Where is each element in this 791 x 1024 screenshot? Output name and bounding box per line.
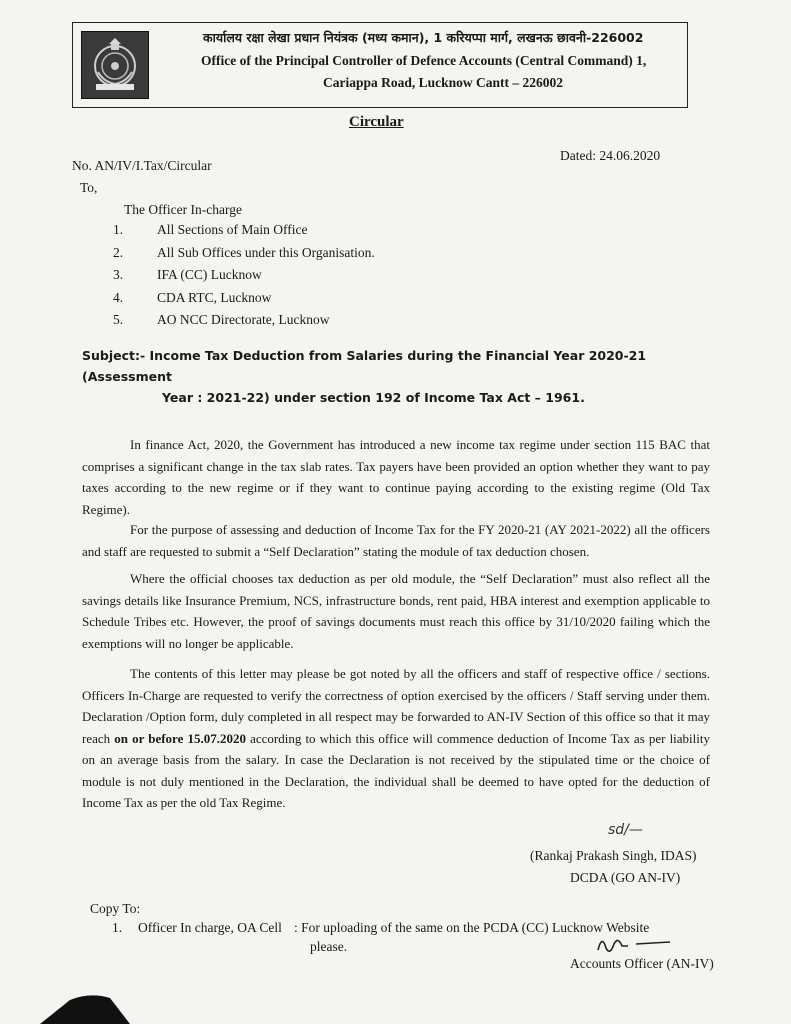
office-name-english: Office of the Principal Controller of Defence Accounts (Central Command) 1, [201, 53, 647, 68]
list-item: 4. CDA RTC, Lucknow [113, 289, 272, 305]
handwritten-signature [592, 930, 682, 958]
signatory-designation: DCDA (GO AN-IV) [570, 870, 681, 885]
addressee: The Officer In-charge [124, 202, 242, 217]
department-emblem-icon [81, 31, 149, 99]
addressee-label: To, [80, 180, 98, 195]
date: Dated: 24.06.2020 [560, 148, 661, 163]
subject-line-1: Subject:- Income Tax Deduction from Salaries during the Financial Year 2020-21 (Assessment [82, 348, 647, 384]
copy-to-item: 1. Officer In charge, OA Cell : For uploading of the same on the PCDA (CC) Lucknow Website [112, 920, 650, 935]
subject [82, 345, 722, 408]
paragraph-4: The contents of this letter may please be got noted by all the officers and staff of respective office / sections. Officers In-Charge are requested to verify the correctness of option exercised by the officers / Staff serving under them. Declaration /Option form, duly completed in all respect may be forwarded to AN-IV Section of this office so that it may reach on or before 15.07.2020 according to which this office will commence deduction of Income Tax as per liability on an average basis from the salary. In case the Declaration is not received by the stipulated time or the choice of module is not duly mentioned in the Declaration, the individual shall be deemed to have opted for the deduction of Income Tax as per the old Tax Regime. [82, 666, 711, 810]
office-address: Cariappa Road, Lucknow Cantt – 226002 [323, 75, 564, 90]
paragraph-2: For the purpose of assessing and deduction of Income Tax for the FY 2020-21 (AY 2021-2022) all the officers and staff are requested to submit a “Self Declaration” stating the module of tax deduction chosen. [82, 522, 710, 559]
recipient-list [113, 222, 375, 335]
office-name-hindi: कार्यालय रक्षा लेखा प्रधान नियंत्रक (मध्य कमान), 1 करियप्पा मार्ग, लखनऊ छावनी-226002 [203, 30, 644, 45]
scan-shadow [40, 990, 130, 1024]
subject-line-2: Year : 2021-22) under section 192 of Income Tax Act – 1961. [162, 390, 585, 405]
deadline-date: on or before 15.07.2020 [114, 730, 246, 746]
paragraph-1: In finance Act, 2020, the Government has introduced a new income tax regime under section 115 BAC that comprises a significant change in the tax slab rates. Tax payers have been provided an option whether they want to pay taxes according to the new regime or if they want to continue paying according to the existing regime (Old Tax Regime). [82, 437, 710, 517]
signature-mark: sd/— [608, 822, 643, 838]
document-title: Circular [349, 114, 404, 130]
paragraph-3: Where the official chooses tax deduction as per old module, the “Self Declaration” must also reflect all the savings details like Insurance Premium, NCS, infrastructure bonds, rent paid, HBA interest and exemption applicable to Schedule Tribes etc. However, the proof of savings documents must reach this office by 31/10/2020 failing which the exemptions will no longer be applicable. [82, 571, 710, 651]
list-item: 5. AO NCC Directorate, Lucknow [113, 312, 330, 327]
copy-to-label: Copy To: [90, 901, 141, 916]
list-item: 3. IFA (CC) Lucknow [113, 267, 262, 282]
signatory-name: (Rankaj Prakash Singh, IDAS) [530, 848, 697, 863]
accounts-officer-designation: Accounts Officer (AN-IV) [570, 956, 714, 971]
copy-to-item-continuation: please. [310, 939, 348, 954]
list-item: 2. All Sub Offices under this Organisation. [113, 244, 375, 260]
letterhead [72, 22, 688, 108]
list-item: 1. All Sections of Main Office [113, 222, 308, 237]
reference-number: No. AN/IV/I.Tax/Circular [72, 158, 212, 173]
